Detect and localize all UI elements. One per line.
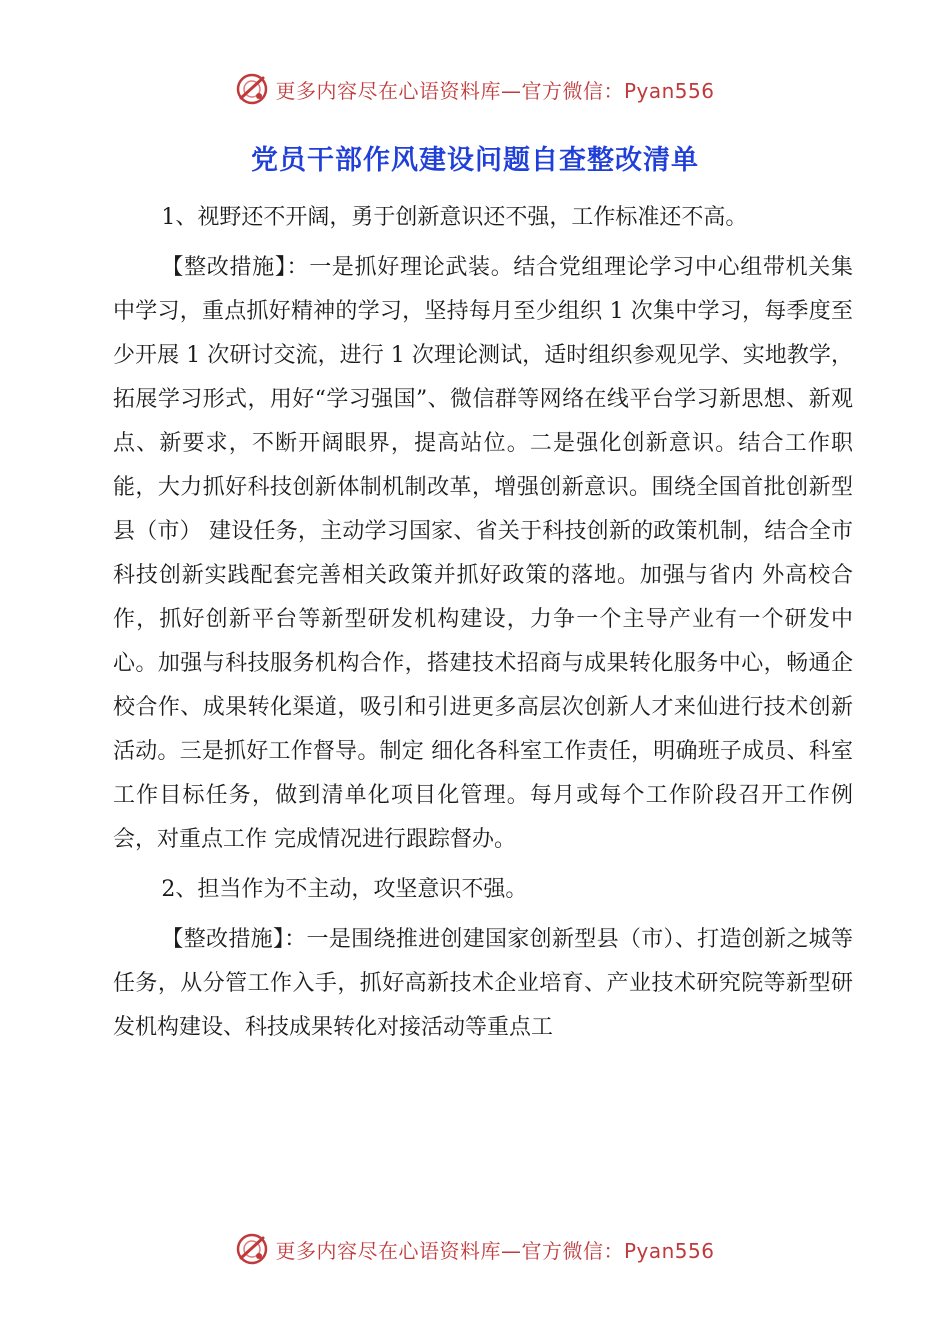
watermark-text: 更多内容尽在心语资料库—官方微信：Pyan556 (275, 78, 715, 103)
paragraph-measures-2: 【整改措施】：一是围绕推进创建国家创新型县（市）、打造创新之城等任务，从分管工作入手，抓好高新技术企业培育、产业技术研究院等新型研发机构建设、科技成果转化对接活动等重点工 (113, 927, 853, 1040)
header-watermark (0, 72, 950, 106)
footer-watermark (0, 1232, 950, 1266)
watermark-text: 更多内容尽在心语资料库—官方微信：Pyan556 (275, 1238, 715, 1263)
document-body (113, 196, 853, 1056)
document-title: 党员干部作风建设问题自查整改清单 (251, 145, 699, 176)
paragraph-issue-1: 1、视野还不开阔，勇于创新意识还不强，工作标准还不高。 (161, 205, 748, 230)
logo-icon (235, 72, 269, 106)
paragraph-measures-1: 【整改措施】：一是抓好理论武装。结合党组理论学习中心组带机关集中学习，重点抓好精神的学习，坚持每月至少组织 1 次集中学习，每季度至少开展 1 次研讨交流，进行 1 次理论测试，适时组织参观见学、实地教学，拓展学习形式，用好“学习强国”、微信群等网络在线平台学习新思想、新观点、新要求，不断开阔眼界，提高站位。二是强化创新意识。结合工作职能，大力抓好科技创新体制机制改革，增强创新意识。围绕全国首批创新型县（市） 建设任务，主动学习国家、省关于科技创新的政策机制，结合全市科技创新实践配套完善相关政策并抓好政策的落地。加强与省内 外高校合作，抓好创新平台等新型研发机构建设，力争一个主导产业有一个研发中心。加强与科技服务机构合作，搭建技术招商与成果转化服务中心，畅通企校合作、成果转化渠道，吸引和引进更多高层次创新人才来仙进行技术创新活动。三是抓好工作督导。制定 细化各科室工作责任，明确班子成员、科室工作目标任务，做到清单化项目化管理。每月或每个工作阶段召开工作例会，对重点工作 完成情况进行跟踪督办。 (113, 255, 853, 852)
logo-icon (235, 1232, 269, 1266)
paragraph-issue-2: 2、担当作为不主动，攻坚意识不强。 (161, 877, 528, 902)
